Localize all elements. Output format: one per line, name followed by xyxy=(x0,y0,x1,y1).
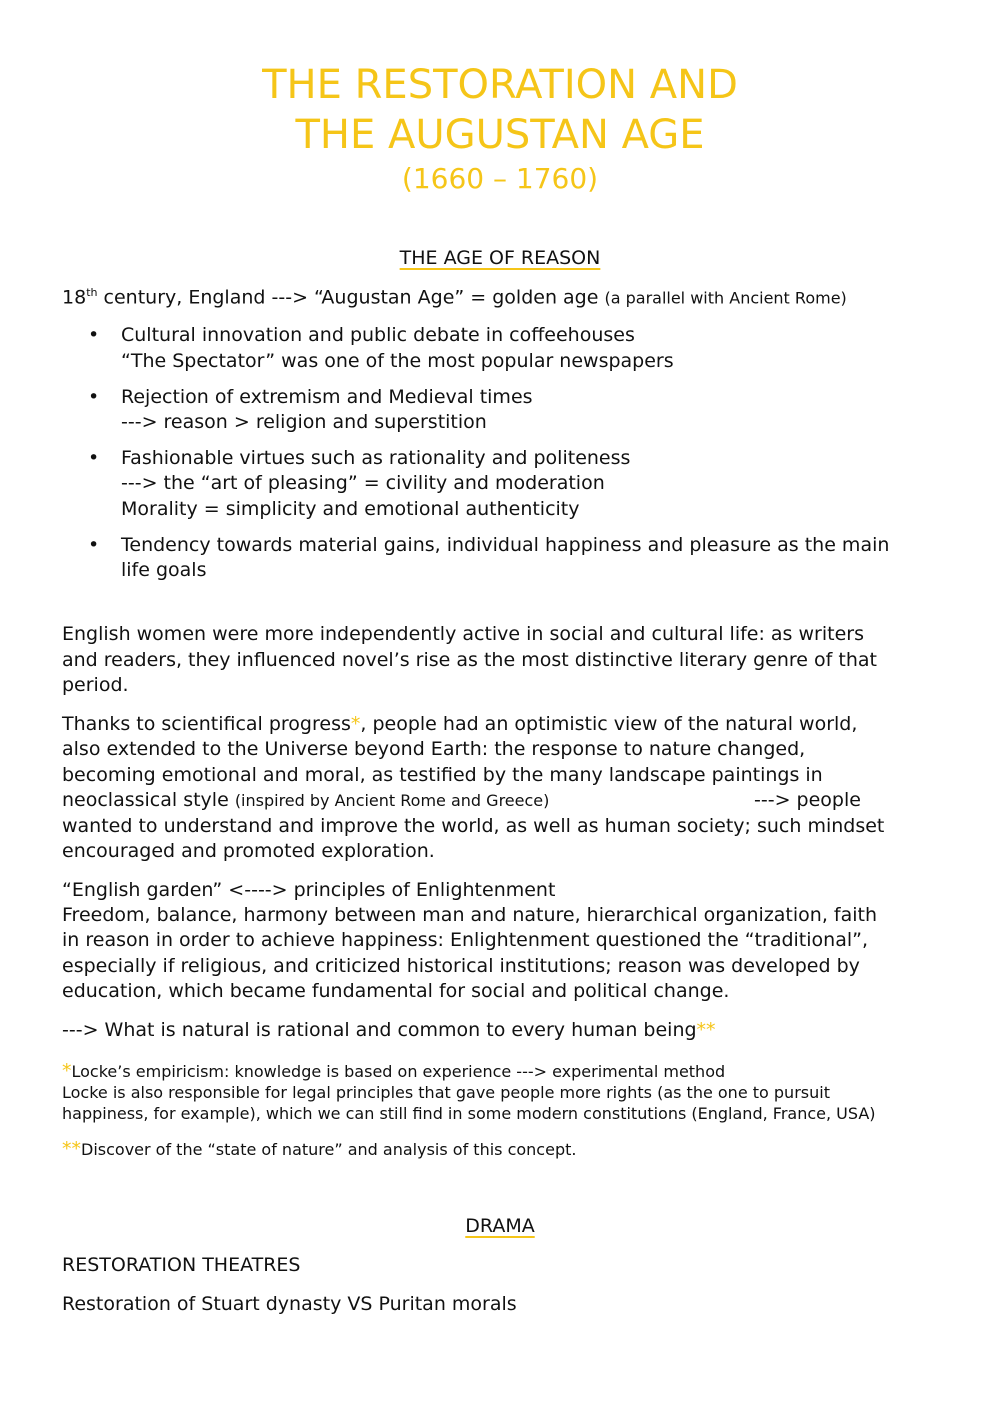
bullet-glyph: • xyxy=(88,386,100,408)
paragraph-science-line-5: wanted to understand and improve the world, as well as human society; such mindset xyxy=(62,815,885,837)
paragraph-science-line-4-arrow: ---> people xyxy=(754,789,861,811)
title-line-1: THE RESTORATION AND xyxy=(262,62,738,108)
bullet-glyph: • xyxy=(88,534,100,556)
intro-line: 18th century, England ---> “Augustan Age” = golden age (a parallel with Ancient Rome) xyxy=(62,286,847,309)
paragraph-women-line-2: and readers, they influenced novel’s rise as the most distinctive literary genre of that xyxy=(62,649,877,671)
bullet-4-line-2: life goals xyxy=(121,559,207,581)
bullet-1-line-1: Cultural innovation and public debate in coffeehouses xyxy=(121,324,635,346)
paragraph-garden-line-5: education, which became fundamental for social and political change. xyxy=(62,980,730,1002)
bullet-3-line-1: Fashionable virtues such as rationality and politeness xyxy=(121,447,631,469)
bullet-4-line-1: Tendency towards material gains, individual happiness and pleasure as the main xyxy=(121,534,890,556)
paragraph-garden-line-4: especially if religious, and criticized historical institutions; reason was developed by xyxy=(62,955,860,977)
section-heading-drama: DRAMA xyxy=(465,1215,535,1237)
bullet-1-line-2: “The Spectator” was one of the most popular newspapers xyxy=(121,350,674,372)
paragraph-garden-line-3: in reason in order to achieve happiness: Enlightenment questioned the “traditional”, xyxy=(62,929,868,951)
bullet-glyph: • xyxy=(88,447,100,469)
footnote-2: **Discover of the “state of nature” and analysis of this concept. xyxy=(62,1138,577,1160)
drama-line: Restoration of Stuart dynasty VS Puritan morals xyxy=(62,1293,517,1315)
title-dates: (1660 – 1760) xyxy=(401,162,599,195)
paragraph-women-line-3: period. xyxy=(62,674,129,696)
bullet-3-line-3: Morality = simplicity and emotional authenticity xyxy=(121,498,580,520)
paragraph-natural: ---> What is natural is rational and common to every human being** xyxy=(62,1019,716,1041)
footnote-1-line-2: Locke is also responsible for legal principles that gave people more rights (as the one to pursuit xyxy=(62,1083,830,1102)
title-line-2: THE AUGUSTAN AGE xyxy=(295,112,705,158)
bullet-2-line-2: ---> reason > religion and superstition xyxy=(121,411,487,433)
bullet-glyph: • xyxy=(88,324,100,346)
paragraph-women-line-1: English women were more independently active in social and cultural life: as writers xyxy=(62,623,864,645)
subheading-restoration-theatres: RESTORATION THEATRES xyxy=(62,1254,301,1276)
bullet-2-line-1: Rejection of extremism and Medieval times xyxy=(121,386,533,408)
paragraph-garden-line-1: “English garden” <----> principles of Enlightenment xyxy=(62,879,556,901)
footnote-marker-star: * xyxy=(350,713,361,735)
footnote-marker-double-star: ** xyxy=(696,1019,716,1041)
paragraph-science-line-2: also extended to the Universe beyond Earth: the response to nature changed, xyxy=(62,738,806,760)
paragraph-science-line-4: neoclassical style (inspired by Ancient Rome and Greece) xyxy=(62,789,550,811)
section-heading-age-of-reason: THE AGE OF REASON xyxy=(399,247,601,269)
paragraph-garden-line-2: Freedom, balance, harmony between man and nature, hierarchical organization, faith xyxy=(62,904,878,926)
bullet-3-line-2: ---> the “art of pleasing” = civility and moderation xyxy=(121,472,605,494)
paragraph-science-line-1: Thanks to scientifical progress*, people had an optimistic view of the natural world, xyxy=(62,713,858,735)
footnote-1-line-3: happiness, for example), which we can still find in some modern constitutions (England, France, USA) xyxy=(62,1104,876,1123)
paragraph-science-line-3: becoming emotional and moral, as testified by the many landscape paintings in xyxy=(62,764,823,786)
paragraph-science-line-6: encouraged and promoted exploration. xyxy=(62,840,435,862)
footnote-1-line-1: *Locke’s empiricism: knowledge is based on experience ---> experimental method xyxy=(62,1060,726,1082)
